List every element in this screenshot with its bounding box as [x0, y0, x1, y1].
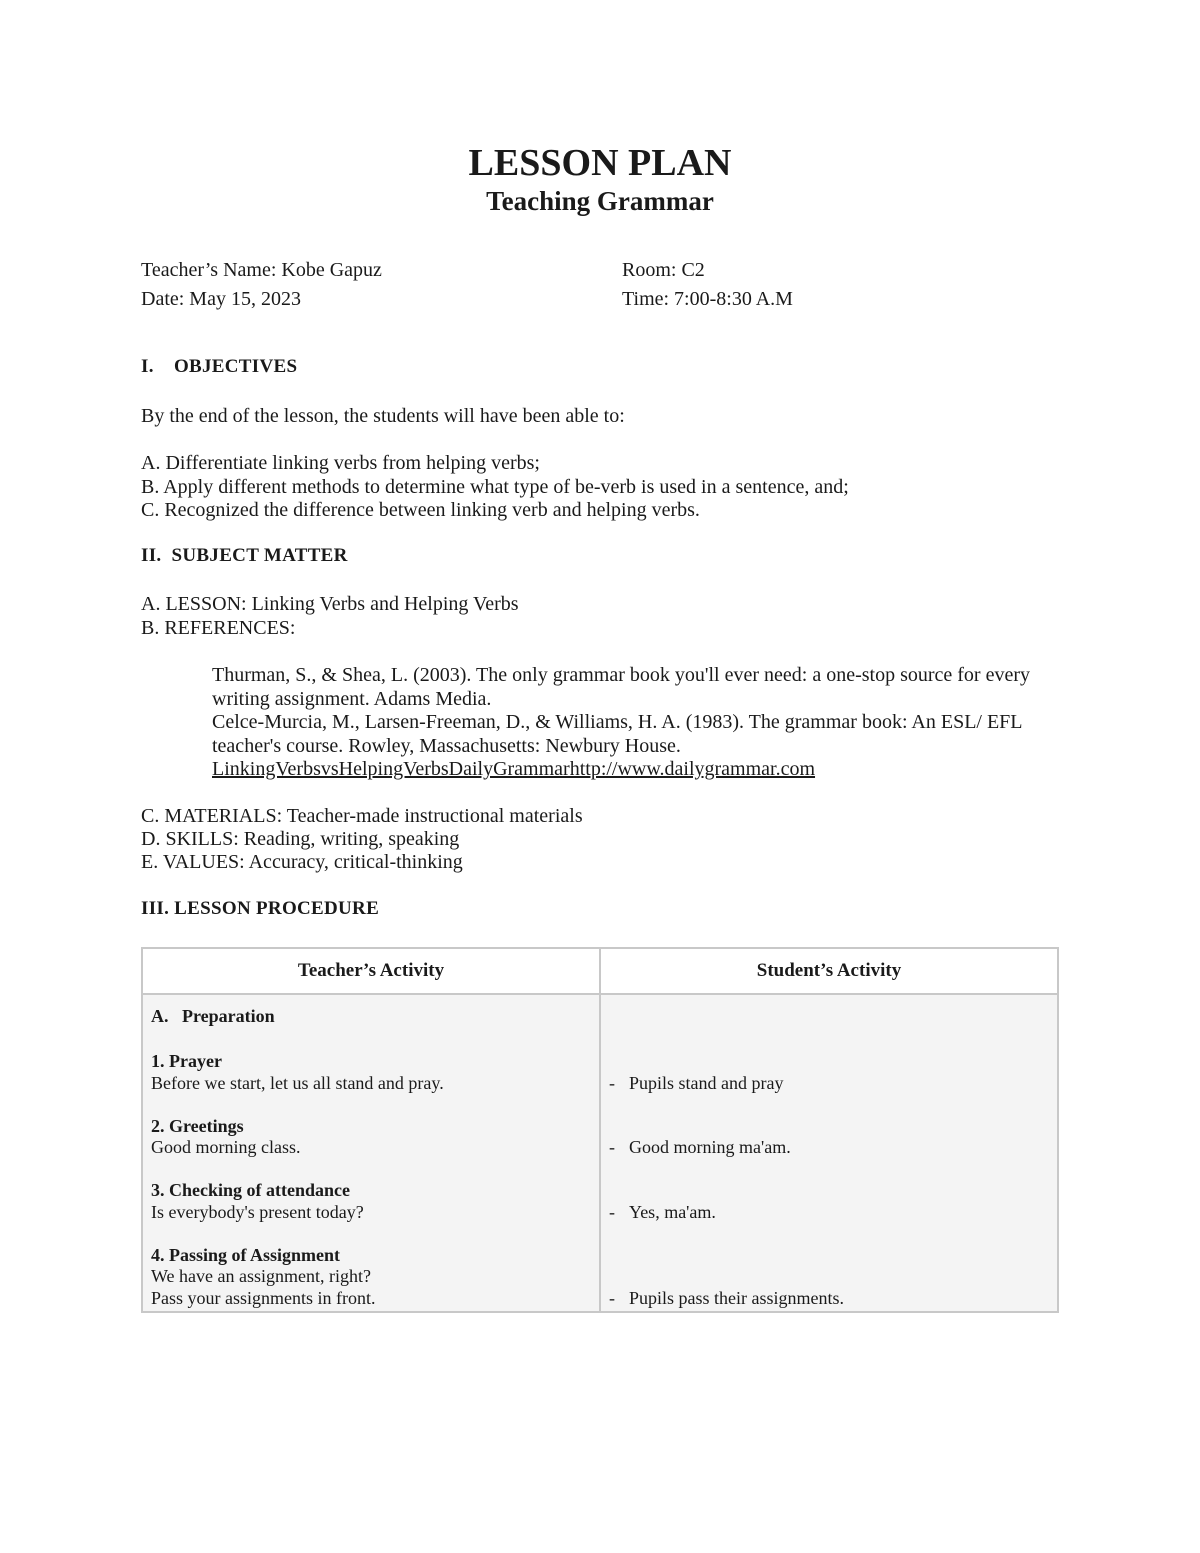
lesson-line: A. LESSON: Linking Verbs and Helping Verbs: [141, 593, 519, 615]
teacher-line: We have an assignment, right?: [151, 1266, 371, 1286]
reference-entry: Thurman, S., & Shea, L. (2003). The only grammar book you'll ever need: a one-stop source for every writing assignment. Adams Media.: [212, 664, 1031, 710]
teacher-name: Teacher’s Name: Kobe Gapuz: [141, 259, 382, 281]
dash: -: [609, 1202, 615, 1222]
student-line: - Good morning ma'am.: [609, 1137, 791, 1157]
objective-item: A. Differentiate linking verbs from helping verbs;: [141, 452, 540, 474]
references-label: B. REFERENCES:: [141, 617, 296, 639]
teacher-line: Before we start, let us all stand and pray.: [151, 1073, 444, 1093]
page-subtitle: Teaching Grammar: [486, 186, 714, 216]
col-teacher-header: Teacher’s Activity: [142, 948, 600, 994]
teacher-line: Pass your assignments in front.: [151, 1288, 376, 1308]
step-title: 3. Checking of attendance: [151, 1180, 350, 1200]
page-title: LESSON PLAN: [468, 142, 732, 184]
col-student-header: Student’s Activity: [600, 948, 1058, 994]
objectives-intro: By the end of the lesson, the students will have been able to:: [141, 405, 625, 427]
teacher-line: Good morning class.: [151, 1137, 301, 1157]
student-line: - Pupils stand and pray: [609, 1073, 784, 1093]
room: Room: C2: [622, 259, 705, 281]
subject-matter-heading: II. SUBJECT MATTER: [141, 545, 348, 566]
procedure-heading: III. LESSON PROCEDURE: [141, 898, 380, 919]
materials-line: C. MATERIALS: Teacher-made instructional materials: [141, 805, 583, 827]
date: Date: May 15, 2023: [141, 288, 301, 310]
section-preparation: A. Preparation: [151, 1006, 275, 1026]
skills-line: D. SKILLS: Reading, writing, speaking: [141, 828, 460, 850]
time: Time: 7:00-8:30 A.M: [622, 288, 793, 310]
reference-entry: Celce-Murcia, M., Larsen-Freeman, D., & Williams, H. A. (1983). The grammar book: An ESL/ EFL teacher's course. Rowley, Massachusetts: Newbury House.: [212, 711, 1022, 757]
dash: -: [609, 1073, 615, 1093]
student-line: - Yes, ma'am.: [609, 1202, 716, 1222]
step-title: 1. Prayer: [151, 1051, 222, 1071]
teacher-activity-cell: [142, 994, 600, 1312]
values-line: E. VALUES: Accuracy, critical-thinking: [141, 851, 463, 873]
teacher-line: Is everybody's present today?: [151, 1202, 364, 1222]
procedure-table: [141, 947, 1059, 1313]
student-activity-cell: [600, 994, 1058, 1312]
objectives-heading: I. OBJECTIVES: [141, 356, 298, 377]
student-line: - Pupils pass their assignments.: [609, 1288, 844, 1308]
step-title: 2. Greetings: [151, 1116, 244, 1136]
objective-item: B. Apply different methods to determine what type of be-verb is used in a sentence, and;: [141, 476, 849, 498]
dash: -: [609, 1288, 615, 1308]
step-title: 4. Passing of Assignment: [151, 1245, 341, 1265]
dash: -: [609, 1137, 615, 1157]
reference-link[interactable]: LinkingVerbsvsHelpingVerbsDailyGrammarhttp://www.dailygrammar.com: [212, 758, 816, 780]
objective-item: C. Recognized the difference between linking verb and helping verbs.: [141, 499, 700, 521]
